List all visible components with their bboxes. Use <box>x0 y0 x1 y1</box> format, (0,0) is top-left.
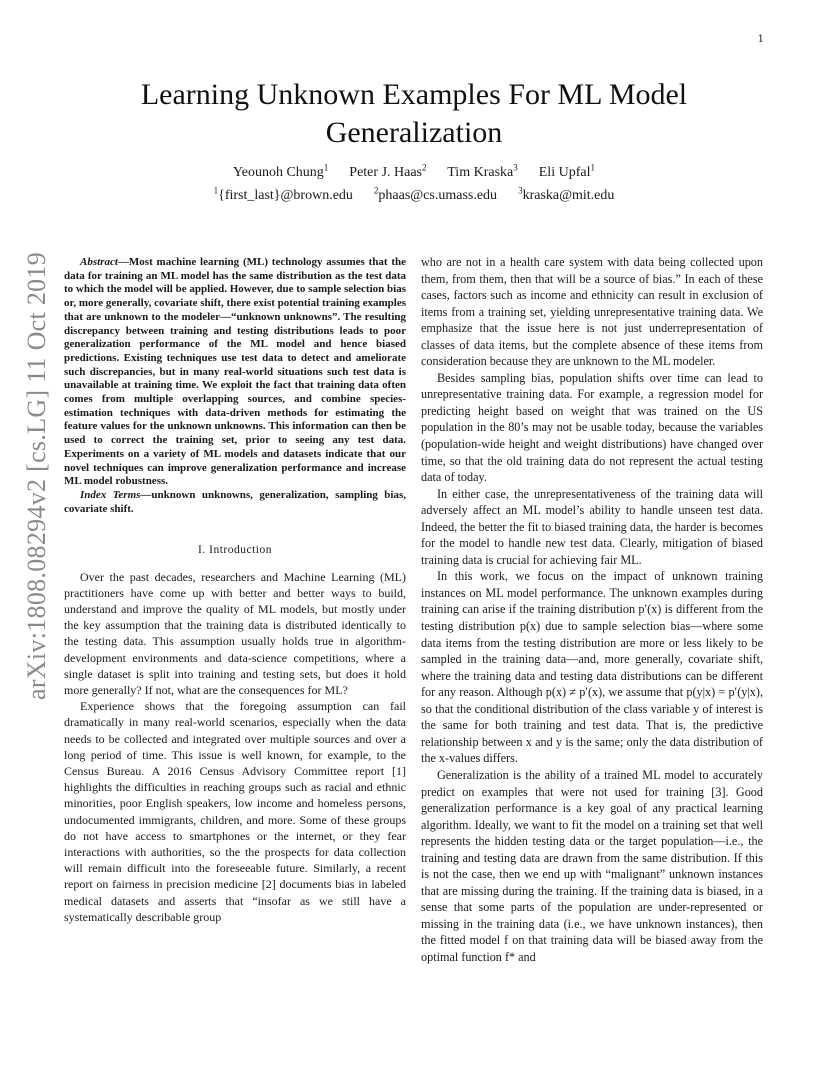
section-heading: I. Introduction <box>198 544 272 557</box>
author-names <box>100 158 728 182</box>
index-terms: Index Terms—unknown unknowns, generalization, sampling bias, covariate shift. <box>64 488 406 515</box>
body-paragraph: Besides sampling bias, population shifts over time can lead to unrepresentative training data. For example, a regression model for predicting height based on weight that was trained on the US population in the 80’s may not be usable today, because the variables (population-wide height and weight distributions) have changed over time, so that the old training data do not represent the actual testing data of today. <box>421 370 763 485</box>
right-column <box>421 254 763 966</box>
arxiv-identifier: arXiv:1808.08294v2 [cs.LG] 11 Oct 2019 <box>22 251 51 700</box>
author-emails <box>100 182 728 206</box>
body-paragraph: Over the past decades, researchers and Machine Learning (ML) practitioners have come up with better and better ways to build, understand and improve the quality of ML models, but mostly under the key assumption that the training data is distributed identically to the testing data. This assumption usually holds true in algorithm-development environments and data-science competitions, where a single dataset is split into training and testing sets, but does it hold more generally? If not, what are the consequences for ML? <box>64 569 406 697</box>
author-name: Yeounoh Chung$^1$ <box>233 162 329 180</box>
abstract: Abstract—Most machine learning (ML) technology assumes that the data for training an ML model has the same distribution as the test data to which the model will be applied. However, due to sample selection bias or, more generally, covariate shift, there exist potential training examples that are unknown to the modeler—“unknown unknowns”. The resulting discrepancy between training and testing distributions leads to poor generalization performance of the ML model and hence biased predictions. Existing techniques use test data to detect and ameliorate such discrepancies, but in many real-world situations such test data is unavailable at training time. We exploit the fact that training data often comes from multiple overlapping sources, and combine species-estimation techniques with data-driven methods for estimating the feature values for the unknown unknowns. This information can then be used to correct the training set, prior to seeing any test data. Experiments on a variety of ML models and datasets indicate that our novel techniques can improve generalization performance and increase ML model robustness. <box>64 256 406 488</box>
page-number: 1 <box>757 34 764 45</box>
author-name: Eli Upfal$^1$ <box>538 162 595 180</box>
author-email: $^1${first_last}@brown.edu <box>213 185 353 204</box>
paper-title: Learning Unknown Examples For ML Model Generalization <box>140 78 688 149</box>
author-name: Peter J. Haas$^2$ <box>349 162 427 180</box>
body-paragraph: In this work, we focus on the impact of unknown training instances on ML model performance. The unknown examples during training can arise if the training distribution p′(x) is different from the testing distribution p(x) due to sample selection bias—where some data items from the testing distribution are more or less likely to be sampled in the training data—and, more generally, covariate shift, where the training data and testing data distributions can be different for any reason. Although p(x) ≠ p′(x), we assume that p(y|x) = p′(y|x), so that the conditional distribution of the class variable y of interest is the same for both training and test data. That is, the predictive relationship between x and y is the same; only the data distribution of the x-values differs. <box>421 569 763 766</box>
author-block <box>100 158 728 205</box>
author-name: Tim Kraska$^3$ <box>447 162 518 180</box>
body-paragraph: Experience shows that the foregoing assumption can fail dramatically in many real-world scenarios, especially when the data needs to be collected and integrated over multiple sources and over a long period of time. This issue is well known, for example, to the Census Bureau. A 2016 Census Advisory Committee report [1] highlights the difficulties in reaching groups such as racial and ethnic minorities, poor English speakers, low income and homeless persons, undocumented immigrants, children, and more. Some of these groups do not have access to smartphones or the internet, or they fear interactions with authorities, so the the prospects for data collection will remain difficult into the foreseeable future. Similarly, a recent report on fairness in precision medicine [2] documents bias in labeled medical datasets and asserts that “insofar as we still have a systematically describable group <box>64 699 406 924</box>
author-email: $^2$phaas@cs.umass.edu <box>373 185 498 204</box>
author-email: $^3$kraska@mit.edu <box>518 185 615 204</box>
body-paragraph: In either case, the unrepresentativeness of the training data will adversely affect an ML model’s ability to handle unseen test data. Indeed, the better the fit to biased training data, the harder is becomes for the model to handle new test data. Clearly, mitigation of biased training data is crucial for achieving fair ML. <box>421 486 763 567</box>
left-column <box>64 256 406 925</box>
body-paragraph: Generalization is the ability of a trained ML model to accurately predict on examples that were not used for training [3]. Good generalization performance is a key goal of any practical learning algorithm. Ideally, we want to fit the model on a training set that well represents the hidden testing data or the target population—i.e., the training and testing data are drawn from the same distribution. If this is not the case, then we end up with “malignant” unknown instances that are missing during the training. If the training data is biased, in a sense that some parts of the population are under-represented or missing in the training data (i.e., we have unknown instances), then the fitted model f on that training data will be biased away from the optimal function f* and <box>421 767 763 964</box>
body-paragraph: who are not in a health care system with data being collected upon them, from them, then that will be a source of bias.” In each of these cases, factors such as income and ethnicity can result in exclusion of items from a training set, yielding unrepresentative training data. We emphasize that the issue here is not just underrepresentation of classes of data items, but the complete absence of these items from consideration because they are unknown to the ML modeler. <box>421 255 763 369</box>
